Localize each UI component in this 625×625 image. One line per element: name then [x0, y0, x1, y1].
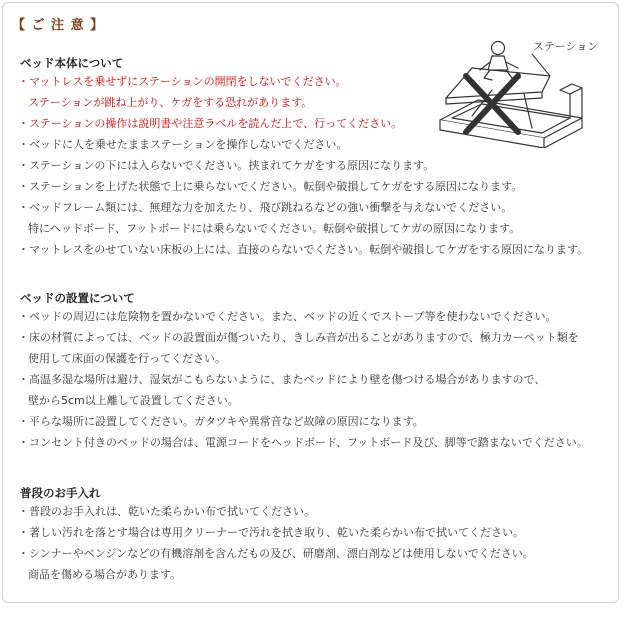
bed-body-line-1: ・マットレスを乗せずにステーションの開閉をしないでください。: [18, 75, 347, 88]
section-title-bed-body: ベッド本体について: [20, 56, 124, 70]
care-line-3: ・シンナーやベンジンなどの有機溶剤を含んだもの及び、研磨剤、漂白剤などは使用しないでください。: [18, 547, 534, 560]
bed-body-line-3: ・ステーションの操作は説明書や注意ラベルを読んだ上で、行ってください。: [18, 117, 403, 130]
section-title-installation: ベッドの設置について: [20, 291, 135, 305]
installation-line-5: 壁から5cm以上離して設置してください。: [28, 394, 239, 407]
care-line-1: ・普段のお手入れは、乾いた柔らかい布で拭いてください。: [18, 505, 315, 518]
installation-line-6: ・平らな場所に設置してください。ガタツキや異常音など故障の原因になります。: [18, 415, 424, 428]
section-title-care: 普段のお手入れ: [20, 486, 101, 500]
bed-body-line-2: ステーションが跳ね上がり、ケガをする恐れがあります。: [28, 96, 313, 109]
installation-line-7: ・コンセント付きのベッドの場合は、電源コードをヘッドボード、フットボード及び、脚等で踏まないでください。: [18, 436, 588, 449]
installation-line-3: 使用して床面の保護を行ってください。: [28, 352, 226, 365]
bed-body-line-5: ・ステーションの下には入らないでください。挟まれてケガをする原因になります。: [18, 159, 435, 172]
bed-body-line-7: ・ベッドフレーム類には、無理な力を加えたり、飛び跳ねるなどの強い衝撃を与えないでください。: [18, 201, 513, 214]
bed-body-line-6: ・ステーションを上げた状態で上に乗らないでください。転倒や破損してケガをする原因になります。: [18, 180, 523, 193]
care-line-4: 商品を傷める場合があります。: [28, 568, 182, 581]
installation-line-4: ・高温多湿な場所は避け、湿気がこもらないように、またベッドにより壁を傷つける場合がありますので、: [18, 373, 546, 386]
notice-heading: 【 ご 注 意 】: [12, 18, 105, 33]
bed-body-line-8: 特にヘッドボード、フットボードには乗らないでください。転倒や破損してケガの原因になります。: [28, 222, 521, 235]
care-line-2: ・著しい汚れを落とす場合は専用クリーナーで汚れを拭き取り、乾いた柔らかい布で拭いてください。: [18, 526, 524, 539]
station-label: ステーション: [533, 40, 599, 53]
installation-line-1: ・ベッドの周辺には危険物を置かないでください。また、ベッドの近くでストーブ等を使わないでください。: [18, 310, 557, 323]
bed-body-line-9: ・マットレスをのせていない床板の上には、直接のらないでください。転倒や破損してケガをする原因になります。: [18, 243, 589, 256]
installation-line-2: ・床の材質によっては、ベッドの設置面が傷ついたり、きしみ音が出ることがありますので、極力カーペット類を: [18, 331, 579, 344]
bed-body-line-4: ・ベッドに人を乗せたままステーションを操作しないでください。: [18, 138, 348, 151]
